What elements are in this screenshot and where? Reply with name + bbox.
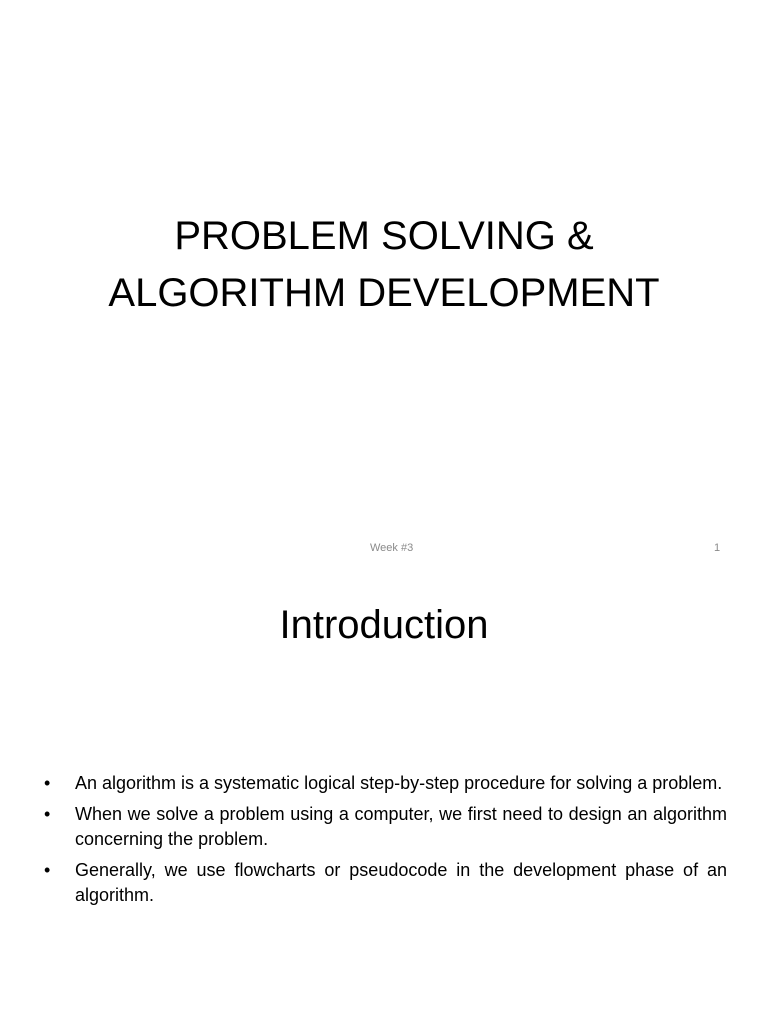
bullet-item bbox=[44, 858, 727, 909]
bullet-item bbox=[44, 802, 727, 853]
bullet-icon: • bbox=[44, 773, 51, 793]
slide-2 bbox=[0, 576, 768, 1024]
slide-number: 1 bbox=[714, 542, 721, 554]
bullet-icon: • bbox=[44, 859, 51, 880]
slide-title bbox=[0, 208, 768, 322]
bullet-text: When we solve a problem using a computer, we first need to design an algorithm concerning the problem. bbox=[75, 803, 727, 849]
bullet-list bbox=[44, 771, 727, 914]
footer-week-label: Week #3 bbox=[370, 542, 414, 554]
bullet-text: An algorithm is a systematic logical step-by-step procedure for solving a problem. bbox=[75, 773, 723, 793]
bullet-icon: • bbox=[44, 803, 51, 824]
slide-title: Introduction bbox=[279, 603, 489, 647]
title-line-2: ALGORITHM DEVELOPMENT bbox=[108, 271, 660, 315]
title-line-1: PROBLEM SOLVING & bbox=[174, 214, 594, 258]
bullet-item bbox=[44, 771, 727, 797]
bullet-text: Generally, we use flowcharts or pseudocode in the development phase of an algorithm. bbox=[75, 859, 727, 905]
